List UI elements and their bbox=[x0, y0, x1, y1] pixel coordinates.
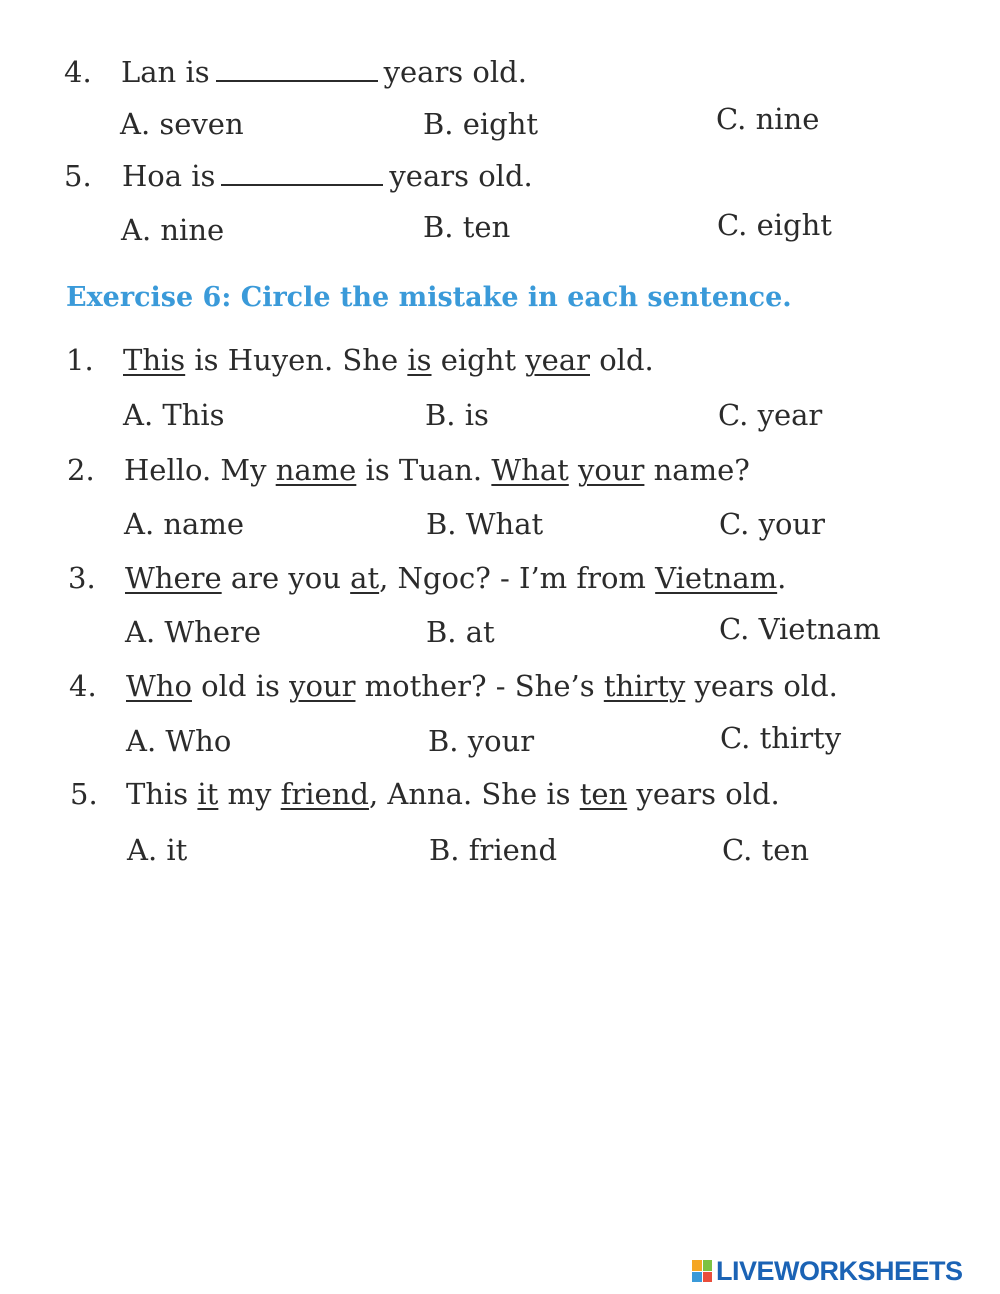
underlined-word: your bbox=[578, 453, 645, 487]
option-a[interactable]: A. nine bbox=[121, 213, 225, 247]
underlined-word: Where bbox=[125, 561, 222, 595]
option-b[interactable]: B. at bbox=[426, 615, 495, 649]
logo-text: LIVEWORKSHEETS bbox=[716, 1255, 963, 1286]
option-b[interactable]: B. is bbox=[425, 398, 489, 432]
option-b[interactable]: B. ten bbox=[423, 210, 511, 244]
underlined-word: is bbox=[407, 343, 432, 377]
sentence-part: , Ngoc? - I’m from bbox=[379, 561, 656, 595]
option-a[interactable]: A. This bbox=[123, 398, 225, 432]
logo-square-3 bbox=[692, 1272, 702, 1283]
exercise-heading: Exercise 6: Circle the mistake in each sentence. bbox=[66, 282, 792, 313]
underlined-word: Vietnam bbox=[655, 561, 778, 595]
sentence-part: years old. bbox=[627, 777, 780, 811]
option-a[interactable]: A. name bbox=[124, 507, 245, 541]
sentence-part: mother? - She’s bbox=[355, 669, 604, 703]
option-c[interactable]: C. ten bbox=[722, 833, 810, 867]
question-text bbox=[121, 55, 527, 89]
answer-blank[interactable] bbox=[216, 60, 378, 82]
sentence-part: . bbox=[777, 561, 787, 595]
option-a[interactable]: A. seven bbox=[120, 107, 244, 141]
question-number: 1. bbox=[66, 343, 94, 377]
sentence-part: years old. bbox=[685, 669, 838, 703]
sentence-part: my bbox=[218, 777, 281, 811]
question-text bbox=[123, 343, 654, 377]
option-c[interactable]: C. Vietnam bbox=[719, 612, 881, 646]
option-c[interactable]: C. year bbox=[718, 398, 823, 432]
option-c[interactable]: C. nine bbox=[716, 102, 820, 136]
question-number: 4. bbox=[64, 55, 92, 89]
option-b[interactable]: B. your bbox=[428, 724, 535, 758]
sentence-part: old is bbox=[191, 669, 290, 703]
question-number: 2. bbox=[67, 453, 95, 487]
sentence-part: is Huyen. She bbox=[185, 343, 408, 377]
option-b[interactable]: B. friend bbox=[429, 833, 558, 867]
logo-square-4 bbox=[703, 1272, 713, 1283]
option-c[interactable]: C. your bbox=[719, 507, 825, 541]
underlined-word: What bbox=[491, 453, 569, 487]
sentence-part: name? bbox=[644, 453, 750, 487]
underlined-word: ten bbox=[579, 777, 628, 811]
question-text bbox=[126, 669, 838, 703]
logo-mark-icon bbox=[692, 1260, 712, 1282]
underlined-word: your bbox=[289, 669, 356, 703]
question-text bbox=[125, 561, 787, 595]
underlined-word: year bbox=[525, 343, 590, 377]
sentence-part bbox=[569, 453, 578, 487]
sentence-part: Hello. My bbox=[124, 453, 276, 487]
question-text-before: Hoa is bbox=[122, 159, 216, 193]
sentence-part: are you bbox=[221, 561, 351, 595]
liveworksheets-logo[interactable] bbox=[692, 1256, 963, 1286]
option-b[interactable]: B. eight bbox=[423, 107, 539, 141]
question-text-after: years old. bbox=[389, 159, 533, 193]
option-b[interactable]: B. What bbox=[426, 507, 544, 541]
question-number: 3. bbox=[68, 561, 96, 595]
question-text-before: Lan is bbox=[121, 55, 210, 89]
option-a[interactable]: A. it bbox=[127, 833, 188, 867]
sentence-part: This bbox=[126, 777, 198, 811]
sentence-part: old. bbox=[590, 343, 654, 377]
question-text bbox=[124, 453, 750, 487]
question-text bbox=[122, 159, 533, 193]
question-number: 4. bbox=[69, 669, 97, 703]
answer-blank[interactable] bbox=[221, 164, 383, 186]
option-a[interactable]: A. Who bbox=[126, 724, 232, 758]
question-number: 5. bbox=[64, 159, 92, 193]
sentence-part: , Anna. She is bbox=[368, 777, 580, 811]
option-c[interactable]: C. eight bbox=[717, 208, 832, 242]
question-number: 5. bbox=[70, 777, 98, 811]
underlined-word: thirty bbox=[603, 669, 686, 703]
logo-square-2 bbox=[703, 1260, 713, 1271]
question-text-after: years old. bbox=[383, 55, 527, 89]
sentence-part: is Tuan. bbox=[356, 453, 492, 487]
underlined-word: name bbox=[275, 453, 357, 487]
underlined-word: it bbox=[197, 777, 219, 811]
underlined-word: at bbox=[350, 561, 380, 595]
question-text bbox=[126, 777, 780, 811]
underlined-word: This bbox=[123, 343, 186, 377]
underlined-word: friend bbox=[280, 777, 369, 811]
underlined-word: Who bbox=[126, 669, 192, 703]
logo-square-1 bbox=[692, 1260, 702, 1271]
option-a[interactable]: A. Where bbox=[125, 615, 262, 649]
sentence-part: eight bbox=[431, 343, 526, 377]
option-c[interactable]: C. thirty bbox=[720, 721, 842, 755]
